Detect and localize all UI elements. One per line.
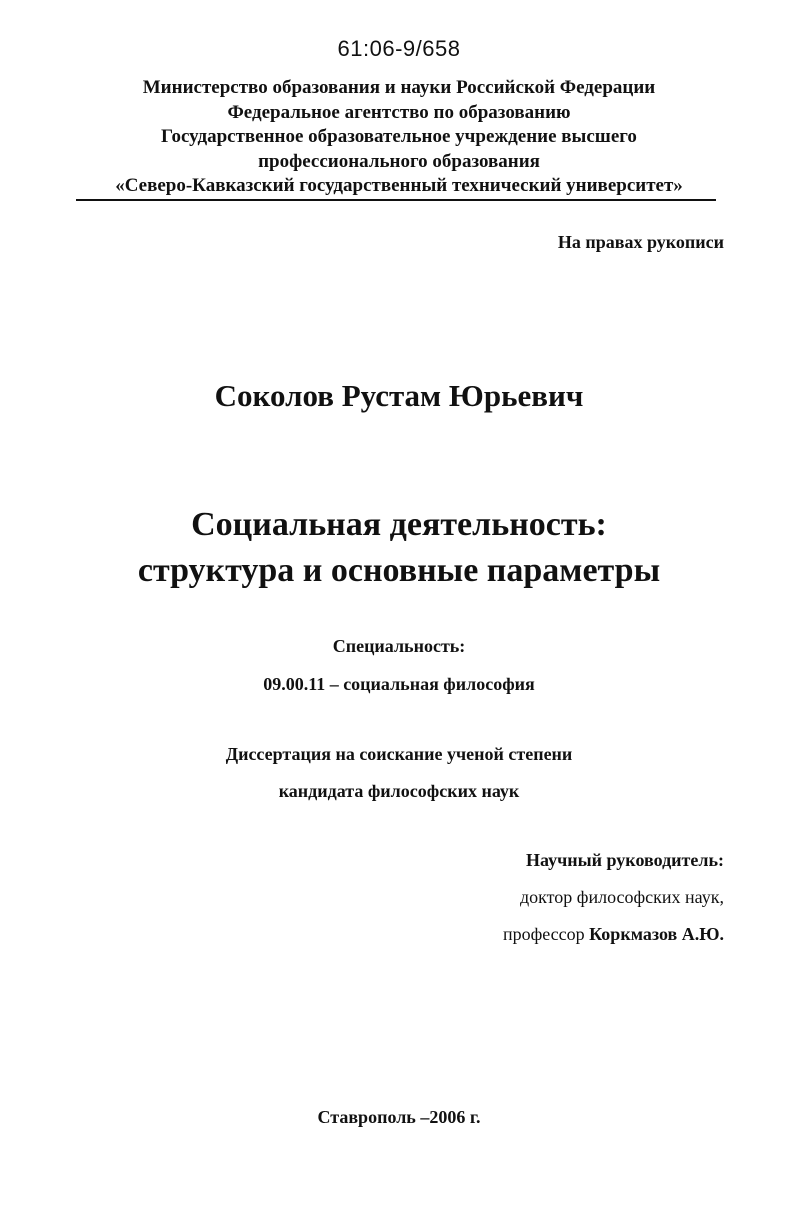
header-university: «Северо-Кавказский государственный технический университет» (115, 175, 683, 196)
supervisor-position: профессор (502, 924, 585, 944)
catalog-number: 61:06-9/658 (337, 36, 461, 61)
header-divider (76, 199, 716, 201)
supervisor-line (503, 924, 724, 945)
supervisor-name: Коркмазов А.Ю. (589, 924, 724, 944)
supervisor-degree: доктор философских наук, (520, 887, 724, 907)
supervisor-label: Научный руководитель: (526, 850, 724, 870)
city-year: Ставрополь –2006 г. (317, 1107, 481, 1127)
manuscript-note: На правах рукописи (557, 232, 724, 252)
thesis-title-line-2: структура и основные параметры (137, 552, 661, 589)
author-name: Соколов Рустам Юрьевич (214, 378, 584, 413)
header-agency: Федеральное агентство по образованию (227, 102, 571, 123)
thesis-title-line-1: Социальная деятельность: (191, 506, 607, 543)
header-education-level: профессионального образования (258, 151, 540, 172)
header-institution-type: Государственное образовательное учреждение высшего (161, 126, 637, 147)
dissertation-line-1: Диссертация на соискание ученой степени (225, 744, 573, 764)
dissertation-line-2: кандидата философских наук (278, 781, 520, 801)
specialty-label: Специальность: (332, 636, 466, 656)
header-ministry: Министерство образования и науки Российской Федерации (142, 77, 656, 98)
specialty-value: 09.00.11 – социальная философия (263, 674, 535, 694)
